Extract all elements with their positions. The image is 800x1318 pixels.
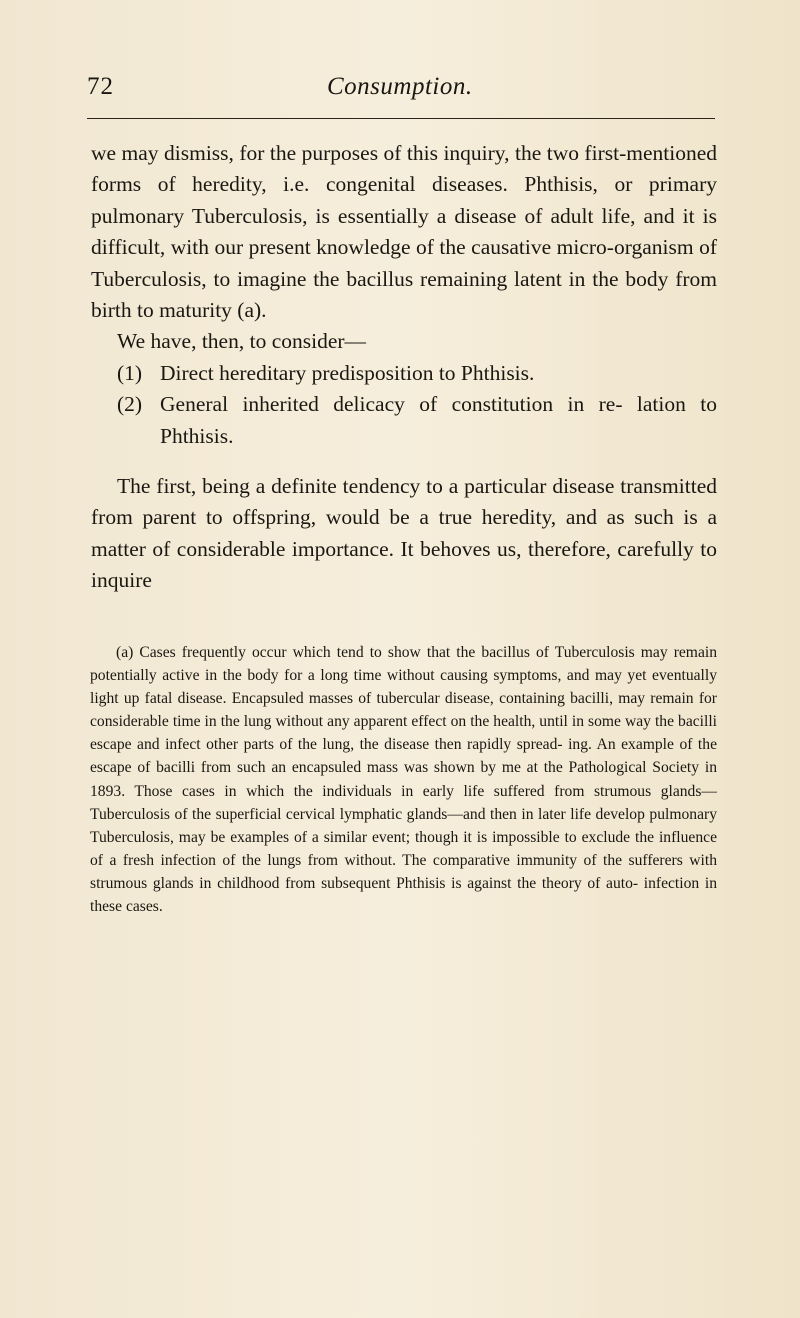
paragraph-2: We have, then, to consider—: [117, 329, 367, 354]
paragraph-3: The first, being a definite tendency to a particular disease transmitted from parent to offspring, would be a true heredity, and as such is a matter of considerable importance. It behoves us, therefore, carefully to inquire: [91, 474, 717, 593]
list-item-number: (2): [117, 392, 143, 417]
consideration-list: [91, 358, 717, 452]
paragraph-gap: [91, 452, 717, 471]
list-item: [91, 358, 717, 389]
running-head-title: Consumption.: [327, 73, 473, 100]
main-text: [91, 138, 717, 597]
paragraph-1: we may dismiss, for the purposes of this inquiry, the two first-mentioned forms of heredity, i.e. congenital diseases. Phthisis, or primary pulmonary Tuberculosis, is essentially a disease of adult life, and it is difficult, with our present knowledge of the causative micro-organism of Tuberculosis, to imagine the bacillus remaining latent in the body from birth to maturity (a).: [91, 141, 717, 323]
list-item-text: General inherited delicacy of constitution in re- lation to Phthisis.: [160, 392, 717, 448]
page-header: [87, 72, 715, 102]
footnote: (a) Cases frequently occur which tend to show that the bacillus of Tuberculosis may remain potentially active in the body for a long time without causing symptoms, and may yet eventually light up fatal disease. Encapsuled masses of tubercular disease, containing bacilli, may remain for considerable time in the lung without any apparent effect on the health, until in some way the bacilli escape and infect other parts of the lung, the disease then rapidly spread- ing. An example of the escape of bacilli from such an encapsuled mass was shown by me at the Pathological Society in 1893. Those cases in which the individuals in early life suffered from strumous glands—Tuberculosis of the superficial cervical lymphatic glands—and then in later life develop pulmonary Tuberculosis, may be examples of a similar event; though it is impossible to exclude the influence of a fresh infection of the lungs from without. The comparative immunity of the sufferers with strumous glands in childhood from subsequent Phthisis is against the theory of auto- infection in these cases.: [90, 644, 717, 916]
header-rule: [87, 118, 715, 119]
list-item-number: (1): [117, 360, 143, 385]
page-number: 72: [87, 73, 114, 100]
list-item: [91, 389, 717, 452]
list-item-text: Direct hereditary predisposition to Phthisis.: [160, 360, 535, 385]
